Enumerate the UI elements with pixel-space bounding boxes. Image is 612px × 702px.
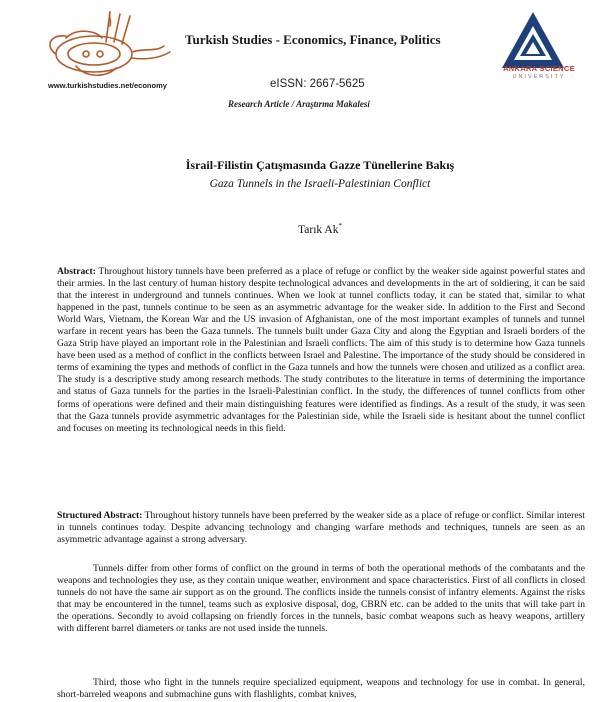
triangle-logo-icon xyxy=(498,10,568,70)
structured-abstract xyxy=(57,510,585,546)
tughra-seal-icon xyxy=(36,8,176,84)
eissn: eISSN: 2667-5625 xyxy=(270,78,365,90)
author-text: Tarık Ak xyxy=(298,223,339,236)
article-title-turkish: İsrail-Filistin Çatışmasında Gazze Tünellerine Bakış xyxy=(185,158,455,172)
body-paragraph: Tunnels differ from other forms of conflict on the ground in terms of both the operational methods of the combatants and the weapons and technologies they use, as they contain unique weather, environment and space characteristics. First of all conflicts in closed tunnels do not have the same air support as on the ground. The conflicts inside the tunnels consist of infantry elements. Against the risks that may be encountered in the tunnel, teams such as explosive disposal, dog, CBRN etc. can be added to the units that will take part in the operations. Secondly to avoid collapsing on friendly forces in the tunnels, basic combat weapons such as heavy weapons, artillery with different barrel diameters or tanks are not used inside the tunnels. xyxy=(57,563,585,635)
author-footnote-mark[interactable]: * xyxy=(338,222,342,230)
journal-title: Turkish Studies - Economics, Finance, Politics xyxy=(185,32,441,47)
page-header xyxy=(0,0,612,120)
structured-abstract-label: Structured Abstract: xyxy=(57,510,143,521)
body-paragraph: Third, those who fight in the tunnels require specialized equipment, weapons and technology for use in combat. In general, short-barreled weapons and submachine guns with flashlights, combat knives, xyxy=(57,677,585,701)
abstract-text: Throughout history tunnels have been preferred as a place of refuge or conflict by the weaker side against powerful states and their armies. In the last century of human history despite technological advances and developments in the art of soldiering, it can be said that the interest in underground and tunnels continues. When we look at tunnel conflicts today, it can be stated that, similar to what happened in the past, tunnels continue to be seen as an asymmetric advantage for the weaker side. In addition to the First and Second World Wars, Vietnam, the Korean War and the US invasion of Afghanistan, one of the most important examples of tunnels and tunnel warfare in recent years has been the Gaza tunnels. The tunnels built under Gaza City and along the Egyptian and Israeli borders of the Gaza Strip have played an important role in the Palestinian and Israeli conflicts. The aim of this study is to determine how Gaza tunnels have been used as a method of conflict in the conflicts between Israel and Palestine. The importance of the study should be considered in terms of examining the types and methods of conflict in the Gaza tunnels and how the tunnels were chosen and utilized as a conflict area. The study is a descriptive study among research methods. The study contributes to the literature in terms of determining the importance and status of Gaza tunnels for the parties in the Israeli-Palestinian conflict. In the study, the differences of tunnel conflicts from other forms of operations were defined and their main distinguishing features were identified as findings. As a result of the study, it was seen that the Gaza tunnels provide asymmetric advantages for the Palestinian side, while the Israeli side is hesitant about the tunnel conflict and focuses on meeting its technological needs in this field. xyxy=(57,266,585,434)
article-type: Research Article / Araştırma Makalesi xyxy=(228,99,370,109)
abstract-label: Abstract: xyxy=(57,266,96,277)
author-name xyxy=(0,222,612,236)
structured-abstract-text: Throughout history tunnels have been preferred by the weaker side as a place of refuge or conflict. Similar interest in tunnels continues today. Despite advancing technology and changing warfare methods and techniques, tunnels are seen as an asymmetric advantage against a strong adversary. xyxy=(57,510,585,546)
journal-url[interactable]: www.turkishstudies.net/economy xyxy=(48,81,167,90)
university-subtitle: UNIVERSITY xyxy=(512,74,566,80)
abstract xyxy=(57,266,585,435)
article-title-english: Gaza Tunnels in the Israeli-Palestinian Conflict xyxy=(209,178,431,190)
university-name: ANKARA SCIENCE xyxy=(503,64,575,73)
